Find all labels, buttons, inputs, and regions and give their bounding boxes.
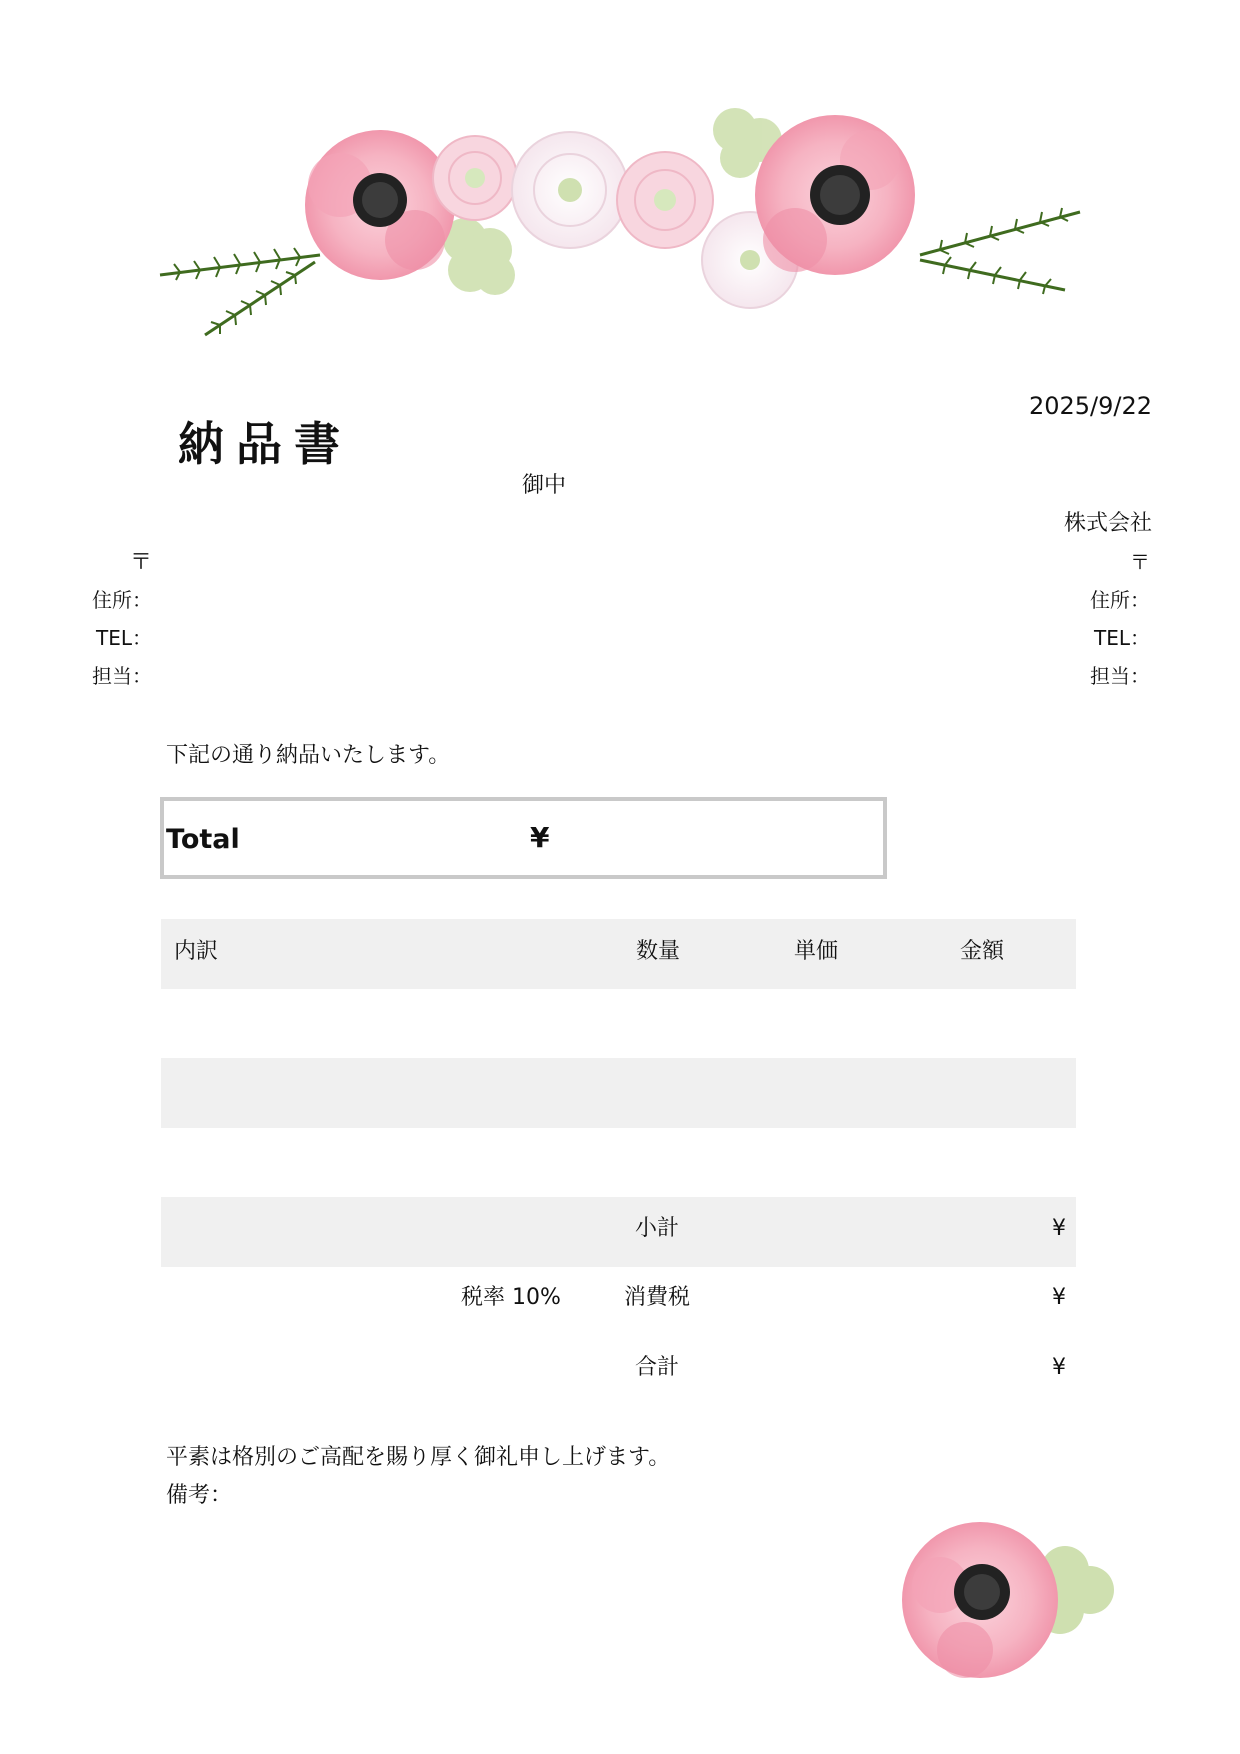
header-unit-price: 単価: [794, 939, 839, 964]
pink-ranunculus-small: [433, 136, 517, 220]
grand-total-label: 合計: [635, 1355, 680, 1380]
tax-currency: ¥: [1052, 1285, 1066, 1310]
tax-label: 消費税: [624, 1285, 691, 1310]
floral-garland-illustration: [150, 100, 1090, 350]
document-title: 納品書: [178, 417, 352, 471]
recipient-tel-label: TEL：: [96, 626, 152, 650]
table-row: [161, 1058, 1076, 1128]
recipient-address-label: 住所：: [92, 588, 152, 612]
sender-tel-label: TEL：: [1094, 626, 1150, 650]
greeting-text: 平素は格別のご高配を賜り厚く御礼申し上げます。: [166, 1445, 671, 1470]
subtotal-currency: ¥: [1052, 1216, 1066, 1241]
white-peony: [512, 132, 628, 248]
pink-anemone-left: [305, 130, 455, 280]
tax-rate: 税率 10%: [461, 1285, 561, 1310]
pink-anemone-right: [755, 115, 915, 275]
sender-postal-mark: 〒: [1130, 550, 1150, 574]
total-label: Total: [166, 824, 240, 855]
recipient-postal-mark: 〒: [129, 550, 152, 575]
sender-company: 株式会社: [1063, 511, 1152, 536]
fern-leaf-right: [920, 208, 1080, 294]
pink-ranunculus-middle: [617, 152, 713, 248]
subtotal-row: [161, 1197, 1076, 1267]
recipient-suffix: 御中: [522, 473, 567, 498]
total-box: [160, 797, 887, 879]
subtotal-label: 小計: [635, 1216, 680, 1241]
pink-anemone-corner: [902, 1522, 1058, 1678]
total-currency: ¥: [530, 821, 550, 854]
floral-corner-illustration: [880, 1510, 1130, 1690]
recipient-contact-label: 担当：: [92, 664, 152, 688]
grand-total-currency: ¥: [1052, 1355, 1066, 1380]
header-item: 内訳: [174, 939, 219, 964]
header-quantity: 数量: [636, 939, 681, 964]
remarks-label: 備考：: [166, 1483, 233, 1508]
header-amount: 金額: [960, 939, 1005, 964]
document-date: 2025/9/22: [1028, 392, 1152, 420]
sender-contact-label: 担当：: [1090, 664, 1150, 688]
sender-address-label: 住所：: [1090, 588, 1150, 612]
intro-text: 下記の通り納品いたします。: [166, 743, 451, 768]
fern-leaf-left: [160, 248, 320, 335]
table-header-row: [161, 919, 1076, 989]
